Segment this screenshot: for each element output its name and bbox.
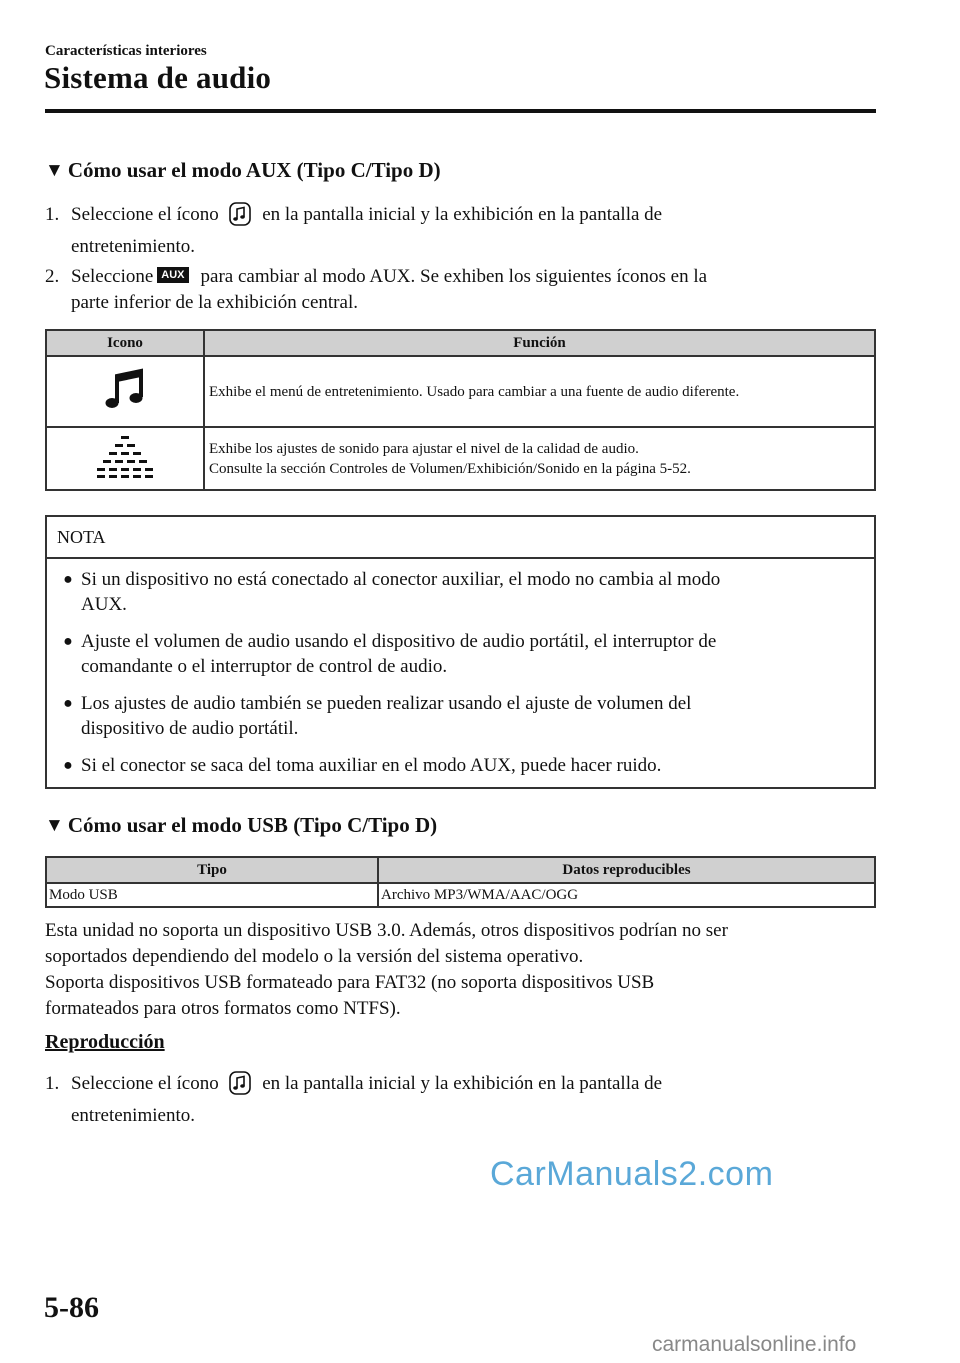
aux-heading (45, 158, 441, 183)
music-note-icon (101, 365, 149, 413)
table-row (46, 427, 875, 490)
note-title: NOTA (47, 517, 874, 559)
section-label: Características interiores (45, 43, 207, 59)
reproduccion-subheading: Reproducción (45, 1031, 165, 1053)
cell-type: Modo USB (46, 883, 378, 907)
step-text-line2: entretenimiento. (71, 1105, 195, 1126)
table-header-row (46, 330, 875, 356)
footer-site: carmanualsonline.info (652, 1333, 857, 1356)
sound-settings-icon (97, 433, 153, 479)
usb-paragraph (45, 918, 875, 1022)
col-header-data: Datos reproducibles (378, 857, 875, 883)
paragraph-line: formateados para otros formatos como NTFS). (45, 998, 401, 1019)
function-desc: Exhibe el menú de entretenimiento. Usado para cambiar a una fuente de audio diferente. (204, 356, 875, 427)
note-list (47, 559, 874, 786)
cell-data: Archivo MP3/WMA/AAC/OGG (378, 883, 875, 907)
step-number: 2. (45, 266, 60, 287)
function-desc-line2: Consulte la sección Controles de Volumen/Exhibición/Sonido en la página 5-52. (209, 460, 691, 477)
step-text-after: en la pantalla inicial y la exhibición en la pantalla de (262, 204, 663, 225)
note-box (45, 515, 876, 789)
step-text-before: Seleccione el ícono (71, 204, 219, 225)
aux-step-1 (45, 202, 875, 260)
icon-cell (46, 427, 204, 490)
note-line: comandante o el interruptor de control de audio. (81, 656, 448, 677)
music-note-icon (229, 202, 251, 234)
table-row (46, 356, 875, 427)
icon-cell (46, 356, 204, 427)
watermark: CarManuals2.com (490, 1155, 774, 1193)
aux-icon-table (45, 329, 876, 491)
bullet-icon: ● (63, 695, 73, 712)
step-text-after: para cambiar al modo AUX. Se exhiben los siguientes íconos en la (200, 266, 708, 287)
music-note-icon (229, 1071, 251, 1103)
step-number: 1. (45, 1073, 60, 1094)
bullet-icon: ● (63, 571, 73, 588)
list-item (55, 753, 862, 778)
step-text-line2: parte inferior de la exhibición central. (71, 292, 358, 313)
usb-heading (45, 813, 437, 838)
note-line: Ajuste el volumen de audio usando el dispositivo de audio portátil, el interruptor de (81, 631, 717, 652)
col-header-type: Tipo (46, 857, 378, 883)
page-title: Sistema de audio (44, 60, 272, 95)
note-line: AUX. (81, 594, 127, 615)
table-header-row (46, 857, 875, 883)
function-desc-line1: Exhibe los ajustes de sonido para ajustar el nivel de la calidad de audio. (209, 440, 639, 457)
usb-step-1 (45, 1071, 875, 1129)
note-line: dispositivo de audio portátil. (81, 718, 299, 739)
aux-badge-icon: AUX (157, 267, 188, 283)
bullet-icon: ● (63, 757, 73, 774)
aux-step-2 (45, 264, 875, 316)
title-rule (45, 109, 876, 113)
list-item (55, 629, 862, 679)
step-text-before: Seleccione (71, 266, 154, 287)
usb-heading-text: Cómo usar el modo USB (Tipo C/Tipo D) (67, 813, 438, 837)
note-line: Si un dispositivo no está conectado al conector auxiliar, el modo no cambia al modo (81, 569, 721, 590)
usb-table (45, 856, 876, 908)
step-text-line2: entretenimiento. (71, 236, 195, 257)
note-line: Los ajustes de audio también se pueden realizar usando el ajuste de volumen del (81, 693, 692, 714)
list-item (55, 691, 862, 741)
col-header-icon: Icono (46, 330, 204, 356)
table-row (46, 883, 875, 907)
page-number: 5-86 (44, 1291, 99, 1324)
triangle-down-icon: ▼ (45, 159, 64, 181)
paragraph-line: soportados dependiendo del modelo o la versión del sistema operativo. (45, 946, 584, 967)
bullet-icon: ● (63, 633, 73, 650)
step-text-after: en la pantalla inicial y la exhibición en la pantalla de (262, 1073, 663, 1094)
aux-heading-text: Cómo usar el modo AUX (Tipo C/Tipo D) (67, 158, 441, 182)
step-text-before: Seleccione el ícono (71, 1073, 219, 1094)
paragraph-line: Esta unidad no soporta un dispositivo USB 3.0. Además, otros dispositivos podrían no ser (45, 920, 728, 941)
paragraph-line: Soporta dispositivos USB formateado para FAT32 (no soporta dispositivos USB (45, 972, 655, 993)
list-item (55, 567, 862, 617)
triangle-down-icon: ▼ (45, 814, 64, 836)
function-desc (204, 427, 875, 490)
col-header-function: Función (204, 330, 875, 356)
note-line: Si el conector se saca del toma auxiliar en el modo AUX, puede hacer ruido. (81, 755, 662, 776)
step-number: 1. (45, 204, 60, 225)
